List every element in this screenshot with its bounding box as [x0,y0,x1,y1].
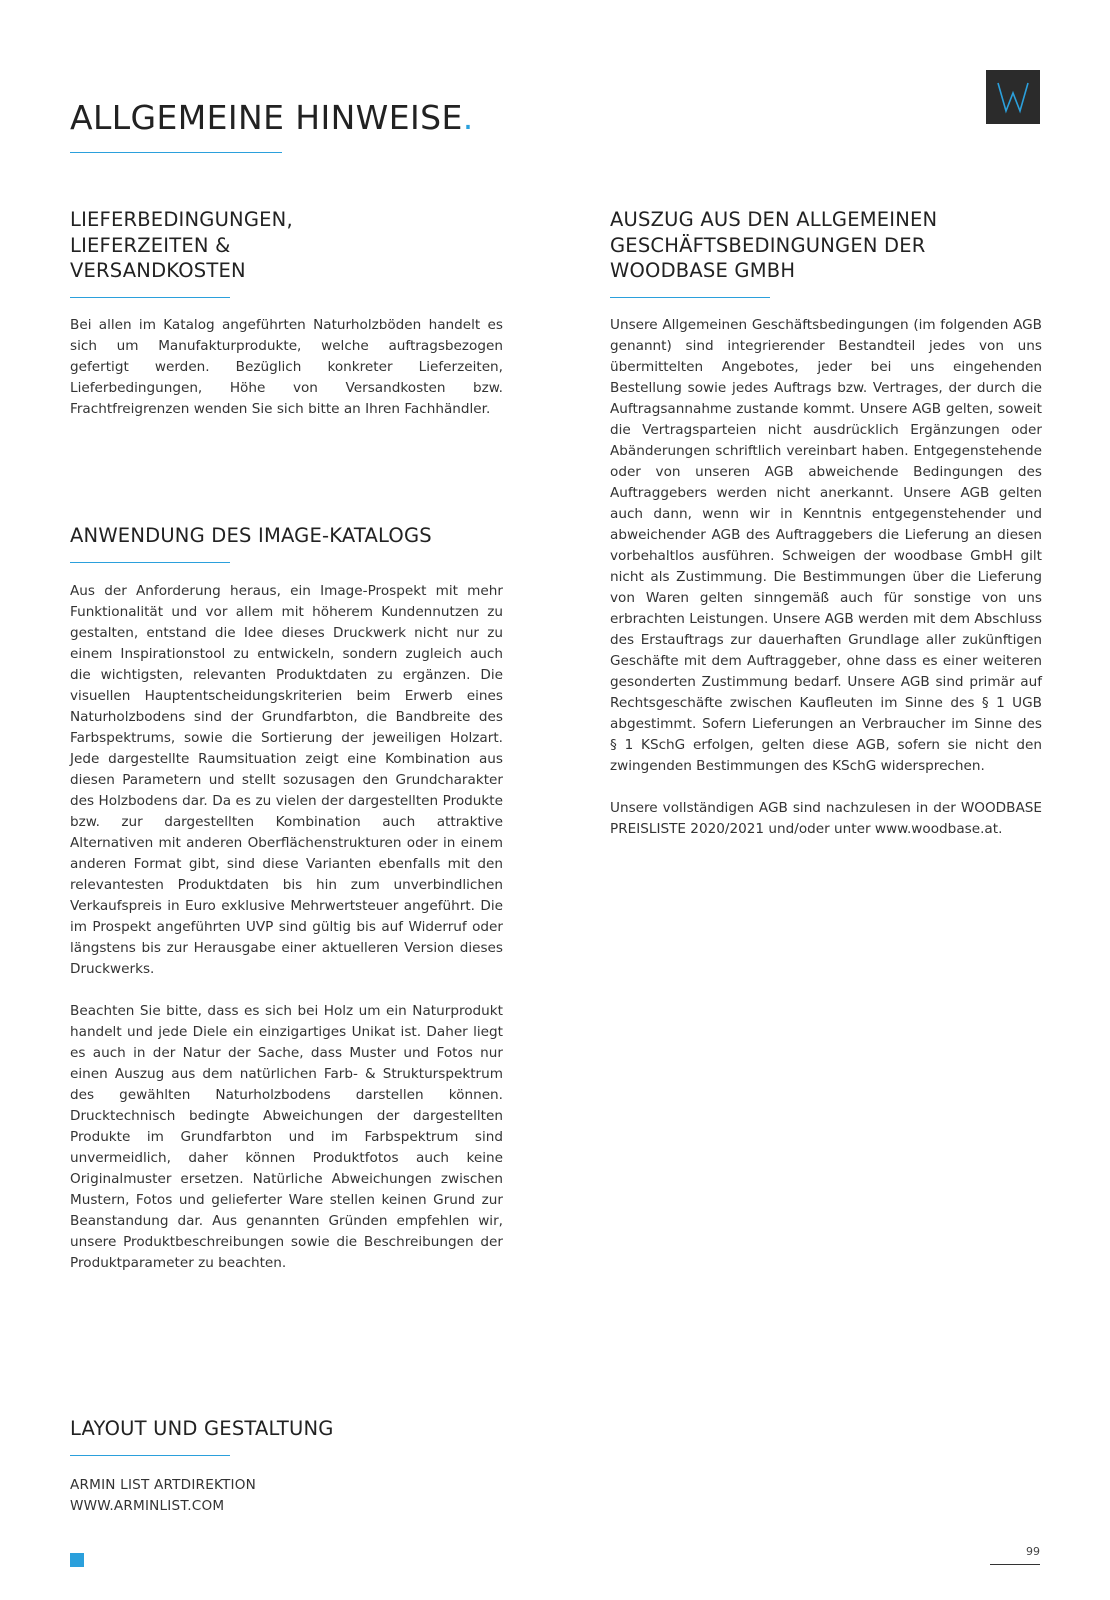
section-title-line: GESCHÄFTSBEDINGUNGEN DER [610,233,926,257]
section-title-line: ANWENDUNG DES IMAGE-KATALOGS [70,524,432,547]
section-body-delivery [70,315,503,420]
page-title-text: ALLGEMEINE HINWEISE [70,98,463,137]
woodbase-logo [986,70,1040,124]
page-title [70,98,474,137]
page-number: 99 [1026,1545,1040,1558]
section-title-line: AUSZUG AUS DEN ALLGEMEINEN [610,208,938,231]
section-title-terms [610,207,1042,284]
section-underline-terms [610,297,770,298]
accent-square [70,1553,84,1567]
w-logo-icon [993,77,1033,117]
page-number-rule [990,1564,1040,1565]
section-title-line: LIEFERZEITEN & [70,233,231,257]
section-title-layout [70,1416,503,1442]
page-title-dot: . [462,98,474,137]
credit-artdirection: ARMIN LIST ARTDIREKTION [70,1477,257,1493]
section-title-line: LIEFERBEDINGUNGEN, [70,208,293,231]
section-body-catalog [70,581,503,1274]
credit-website: WWW.ARMINLIST.COM [70,1498,225,1514]
section-underline-layout [70,1455,230,1456]
section-title-line: WOODBASE GMBH [610,259,796,282]
section-body-terms [610,315,1042,840]
paragraph: Unsere Allgemeinen Geschäftsbedingungen (im folgenden AGB genannt) sind integrierender Bestandteil jedes von uns übermittelten Angebotes, jeder bei uns eingehenden Bestellung sowie jedes Auftrags bzw. Vertrages, der durch die Auftragsannahme zustande kommt. Unsere AGB gelten, soweit die Vertragsparteien nicht ausdrücklich Ergänzungen oder Abänderungen schriftlich vereinbart haben. Entgegenstehende oder von unseren AGB abweichende Bedingungen des Auftraggebers werden nicht anerkannt. Unsere AGB gelten auch dann, wenn wir in Kenntnis entgegenstehender und abweichender AGB des Auftraggebers die Lieferung an diesen vorbehaltlos ausführen. Schweigen der woodbase GmbH gilt nicht als Zustimmung. Die Bestimmungen über die Lieferung von Waren gelten sinngemäß auch für sonstige von uns erbrachten Leistungen. Unsere AGB werden mit dem Abschluss des Erstauftrags zur dauerhaften Grundlage aller zukünftigen Geschäfte mit dem Auftraggeber, ohne dass es einer weiteren gesonderten Zustimmung bedarf. Unsere AGB sind primär auf Rechtsgeschäfte zwischen Kaufleuten im Sinne des § 1 UGB abgestimmt. Sofern Lieferungen an Verbraucher im Sinne des § 1 KSchG erfolgen, gelten diese AGB, sofern sie nicht den zwingenden Bestimmungen des KSchG widersprechen. [610,317,1042,774]
paragraph: Beachten Sie bitte, dass es sich bei Holz um ein Naturprodukt handelt und jede Diele ein einzigartiges Unikat ist. Daher liegt es auch in der Natur der Sache, dass Muster und Fotos nur einen Auszug aus dem natürlichen Farb- & Strukturspektrum des gewählten Naturholzbodens darstellen können. Drucktechnisch bedingte Abweichungen der dargestellten Produkte im Grundfarbton und im Farbspektrum sind unvermeidlich, daher können Produktfotos auch keine Originalmuster ersetzen. Natürliche Abweichungen zwischen Mustern, Fotos und gelieferter Ware stellen keinen Grund zur Beanstandung dar. Aus genannten Gründen empfehlen wir, unsere Produktbeschreibungen sowie die Beschreibungen der Produktparameter zu beachten. [70,1003,503,1271]
section-title-line: LAYOUT UND GESTALTUNG [70,1417,334,1440]
paragraph: Unsere vollständigen AGB sind nachzulesen in der WOODBASE PREISLISTE 2020/2021 und/oder unter www.woodbase.at. [610,800,1042,837]
section-title-catalog [70,523,503,549]
paragraph: Bei allen im Katalog angeführten Naturholzböden handelt es sich um Manufakturprodukte, welche auftragsbezogen gefertigt werden. Bezüglich konkreter Lieferzeiten, Lieferbedingungen, Höhe von Versandkosten bzw. Frachtfreigrenzen wenden Sie sich bitte an Ihren Fachhändler. [70,317,503,417]
section-title-line: VERSANDKOSTEN [70,259,246,282]
section-underline-delivery [70,297,230,298]
section-title-delivery [70,207,503,284]
title-underline [70,152,282,153]
paragraph: Aus der Anforderung heraus, ein Image-Prospekt mit mehr Funktionalität und vor allem mit höherem Kundennutzen zu gestalten, entstand die Idee dieses Druckwerk nicht nur zu einem Inspirationstool zu entwickeln, sondern zugleich auch die wichtigsten, relevanten Produktdaten zu ergänzen. Die visuellen Hauptentscheidungskriterien beim Erwerb eines Naturholzbodens sind der Grundfarbton, die Bandbreite des Farbspektrums, sowie die Sortierung der jeweiligen Holzart. Jede dargestellte Raumsituation zeigt eine Kombination aus diesen Parametern und stellt sozusagen den Grundcharakter des Holzbodens dar. Da es zu vielen der dargestellten Produkte bzw. zur dargestellten Kombination auch attraktive Alternativen mit anderen Oberflächenstrukturen oder in einem anderen Format gibt, sind diese Varianten ebenfalls mit den relevantesten Produktdaten bis hin zum unverbindlichen Verkaufspreis in Euro exklusive Mehrwertsteuer angeführt. Die im Prospekt angeführten UVP sind gültig bis auf Widerruf oder längstens bis zur Herausgabe einer aktuelleren Version dieses Druckwerks. [70,583,503,977]
section-underline-catalog [70,562,230,563]
